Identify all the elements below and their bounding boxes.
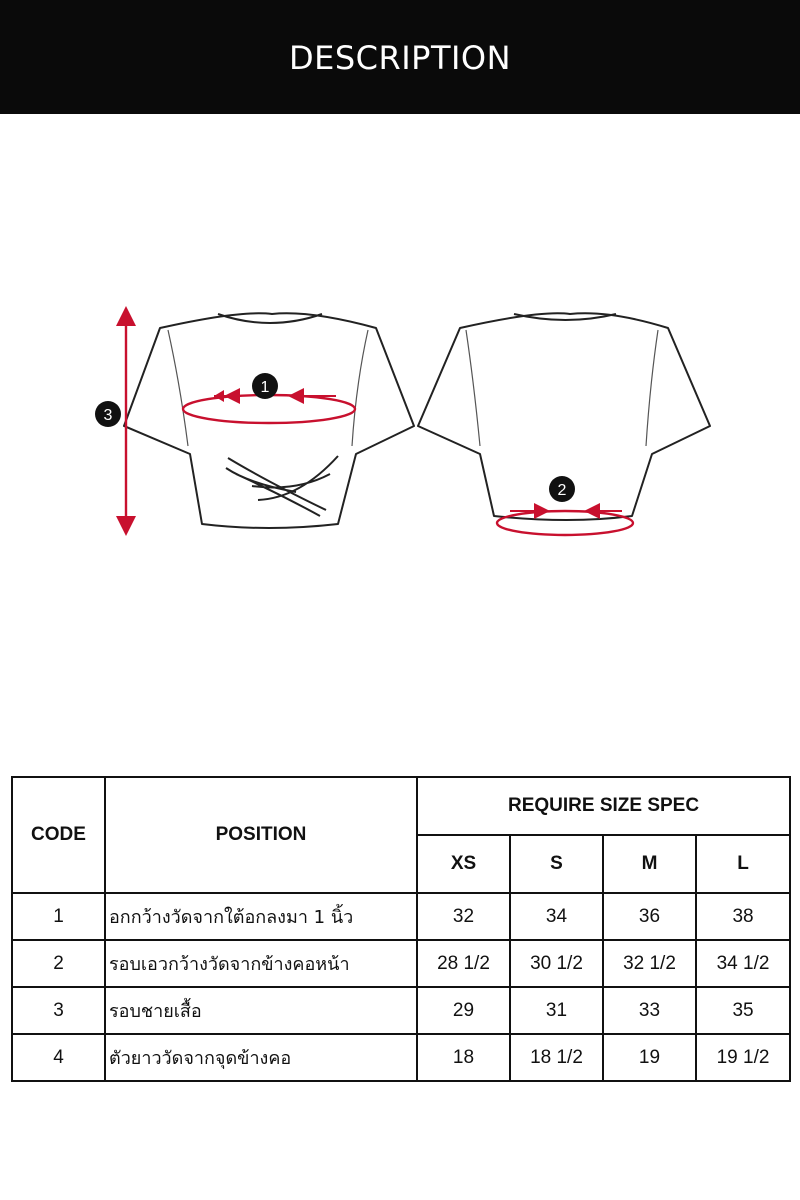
- row-value-s: 31: [510, 987, 603, 1034]
- table-row: [12, 940, 790, 987]
- row-value-l: 38: [696, 893, 790, 940]
- front-shirt: [124, 313, 414, 528]
- code-header: CODE: [12, 777, 105, 893]
- marker-3-label: 3: [103, 407, 113, 424]
- row-value-xs: 32: [417, 893, 510, 940]
- garment-diagram: [0, 114, 800, 754]
- row-code: 2: [12, 940, 105, 987]
- row-code: 3: [12, 987, 105, 1034]
- spec-header: REQUIRE SIZE SPEC: [417, 777, 790, 835]
- row-position: อกกว้างวัดจากใต้อกลงมา 1 นิ้ว: [105, 893, 417, 940]
- size-header-l: L: [696, 835, 790, 893]
- row-value-m: 33: [603, 987, 696, 1034]
- row-position: รอบชายเสื้อ: [105, 987, 417, 1034]
- row-value-s: 34: [510, 893, 603, 940]
- size-spec-table: [11, 776, 791, 1082]
- row-code: 4: [12, 1034, 105, 1081]
- marker-3-badge: [95, 401, 121, 427]
- front-shirt-outline: [124, 313, 414, 528]
- row-value-l: 34 1/2: [696, 940, 790, 987]
- row-value-m: 19: [603, 1034, 696, 1081]
- row-value-l: 35: [696, 987, 790, 1034]
- row-position: ตัวยาววัดจากจุดข้างคอ: [105, 1034, 417, 1081]
- size-header-m: M: [603, 835, 696, 893]
- marker-2-label: 2: [557, 482, 567, 499]
- marker-2-badge: [549, 476, 575, 502]
- row-code: 1: [12, 893, 105, 940]
- table-row: [12, 893, 790, 940]
- row-position: รอบเอวกว้างวัดจากข้างคอหน้า: [105, 940, 417, 987]
- row-value-s: 18 1/2: [510, 1034, 603, 1081]
- row-value-m: 32 1/2: [603, 940, 696, 987]
- position-header: POSITION: [105, 777, 417, 893]
- garment-diagram-svg: [0, 114, 800, 754]
- row-value-xs: 28 1/2: [417, 940, 510, 987]
- table-header-row: [12, 777, 790, 835]
- header-bar: [0, 0, 800, 114]
- marker-1-badge: [252, 373, 278, 399]
- page-title: DESCRIPTION: [288, 39, 512, 77]
- row-value-s: 30 1/2: [510, 940, 603, 987]
- marker-1-label: 1: [260, 379, 270, 396]
- size-header-xs: XS: [417, 835, 510, 893]
- table-row: [12, 1034, 790, 1081]
- row-value-xs: 29: [417, 987, 510, 1034]
- row-value-m: 36: [603, 893, 696, 940]
- size-header-s: S: [510, 835, 603, 893]
- row-value-xs: 18: [417, 1034, 510, 1081]
- row-value-l: 19 1/2: [696, 1034, 790, 1081]
- table-row: [12, 987, 790, 1034]
